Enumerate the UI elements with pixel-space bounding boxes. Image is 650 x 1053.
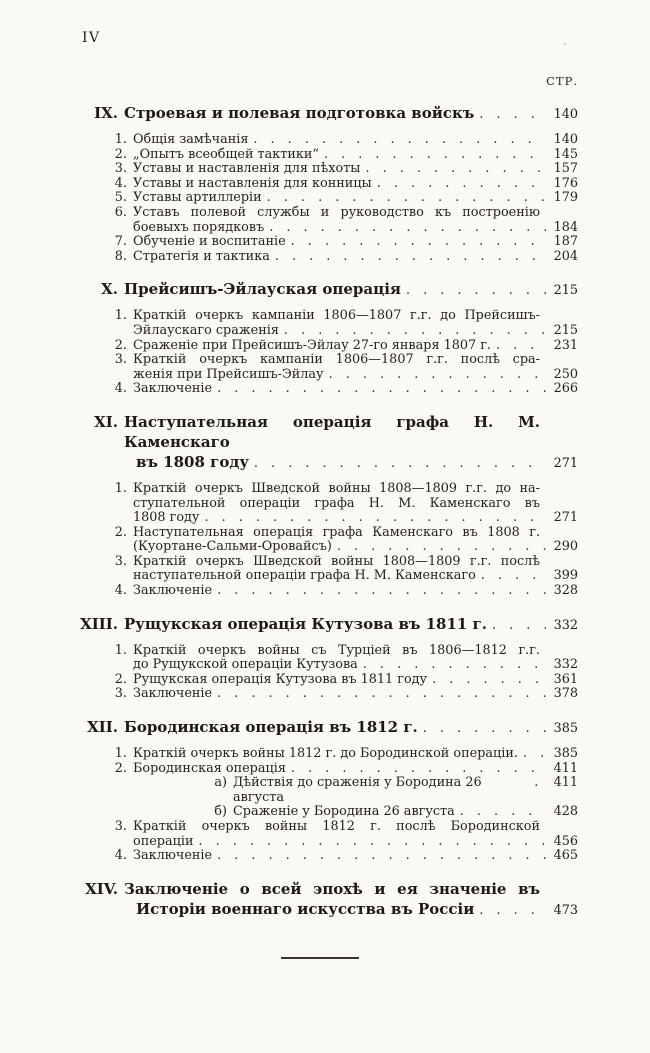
page-number: 266 (553, 381, 578, 397)
toc-item (97, 762, 578, 777)
dot-leader (291, 762, 546, 777)
toc-item (97, 849, 578, 864)
entry-text: Сраженіе у Бородина 26 августа (233, 804, 455, 820)
page-number: 428 (553, 804, 578, 820)
toc-item (97, 177, 578, 192)
dot-leader (523, 747, 546, 762)
entry-text: въ 1808 году (136, 452, 249, 471)
section-items (62, 644, 578, 702)
dot-leader (253, 133, 546, 148)
entry-last-line (133, 849, 578, 864)
entry-body (133, 133, 578, 148)
section-number: X. (101, 280, 118, 299)
page-number: 332 (553, 617, 578, 633)
toc-item (97, 235, 578, 250)
entry-line: Наступательная операція графа Каменскаго въ 1808 г. (133, 524, 540, 540)
entry-last-line (133, 569, 578, 584)
entry-text: Заключеніе (133, 583, 213, 599)
toc-item (97, 148, 578, 163)
entry-body (133, 644, 578, 673)
dot-leader (432, 673, 546, 688)
entry-number: 5. (114, 190, 127, 206)
section-number: ХII. (87, 718, 118, 737)
page-number: 140 (553, 107, 578, 122)
entry-body (133, 250, 578, 265)
toc-section (62, 279, 578, 397)
entry-last-line (136, 452, 578, 474)
page-number: 411 (553, 760, 578, 776)
entry-line: Краткій очеркъ Шведской войны 1808—1809 г.г. до на- (133, 480, 540, 496)
dot-leader (217, 849, 546, 864)
entry-body (133, 309, 578, 338)
entry-body (133, 673, 578, 688)
entry-number: 2. (114, 671, 127, 687)
entry-line: Краткій очеркъ Шведской войны 1808—1809 г.г. послѣ (133, 553, 540, 569)
toc-item (97, 584, 578, 599)
entry-body (124, 717, 578, 739)
entry-number: 2. (114, 524, 127, 540)
page-number: 184 (553, 219, 578, 235)
entry-last-line (124, 279, 578, 301)
entry-last-line (133, 540, 578, 555)
entry-text: Эйлаускаго сраженія (133, 322, 279, 338)
toc-section (62, 614, 578, 702)
section-items (62, 133, 578, 264)
entry-last-line (133, 148, 578, 163)
toc-item (97, 133, 578, 148)
page-number: 187 (553, 234, 578, 250)
entry-last-line (133, 658, 578, 673)
dot-leader (254, 454, 546, 474)
page-number: 215 (553, 283, 578, 299)
entry-number: 2. (114, 146, 127, 162)
dot-leader (496, 339, 546, 354)
entry-body (133, 555, 578, 584)
dot-leader (406, 281, 546, 301)
dot-leader (291, 235, 546, 250)
section-number: XIII. (80, 614, 118, 633)
entry-number: 3. (114, 686, 127, 702)
toc-section (62, 412, 578, 599)
toc-item (97, 353, 578, 382)
entry-last-line (133, 324, 578, 339)
page-number: 473 (553, 902, 578, 918)
page-number: 332 (553, 657, 578, 673)
page-number: 378 (553, 686, 578, 702)
entry-text: Стратегія и тактика (133, 248, 270, 264)
dot-leader (204, 511, 546, 526)
entry-number: 4. (114, 848, 127, 864)
toc-item (97, 747, 578, 762)
entry-last-line (133, 747, 578, 762)
entry-text: Строевая и полевая подготовка войскъ (124, 104, 475, 122)
entry-text: Заключеніе (133, 848, 213, 864)
entry-text: Сраженіе при Прейсишъ-Эйлау 27-го января 1807 г. (133, 337, 491, 353)
section-number: IX. (94, 104, 118, 122)
entry-number: 1. (114, 132, 127, 147)
entry-text: Обученіе и воспитаніе (133, 234, 286, 250)
entry-text: женія при Прейсишъ-Эйлау (133, 366, 324, 382)
entry-number: 8. (114, 248, 127, 264)
page-number: 385 (553, 721, 578, 737)
entry-text: Рущукская операція Кутузова въ 1811 г. (124, 614, 487, 633)
toc-item (97, 206, 578, 235)
entry-last-line (133, 177, 578, 192)
toc-section (62, 879, 578, 921)
entry-body (133, 148, 578, 163)
entry-last-line (133, 673, 578, 688)
entry-text: Прейсишъ-Эйлауская операція (124, 280, 401, 299)
page-column-header: СТР. (546, 74, 578, 88)
entry-last-line (233, 776, 578, 805)
dot-leader (275, 250, 546, 265)
entry-last-line (133, 191, 578, 206)
toc-item (97, 555, 578, 584)
entry-line: Краткій очеркъ кампаніи 1806—1807 г.г. послѣ сра- (133, 352, 540, 368)
dot-leader (324, 148, 546, 163)
dot-leader (534, 776, 546, 791)
entry-last-line (133, 221, 578, 236)
entry-text: (Куортане-Сальми-Оровайсъ) (133, 539, 332, 555)
toc-item (97, 526, 578, 555)
entry-text: Краткій очеркъ войны 1812 г. до Бородинской операціи. (133, 746, 518, 762)
page-number: 176 (553, 175, 578, 191)
page-number: 456 (553, 833, 578, 849)
entry-number: 3. (114, 819, 127, 834)
entry-body (124, 614, 578, 636)
end-rule (281, 957, 359, 959)
page-number: 215 (553, 322, 578, 338)
entry-text: Исторіи военнаго искусства въ Россіи (136, 899, 475, 918)
toc-item (97, 673, 578, 688)
section-number: XIV. (85, 879, 118, 898)
toc-item (97, 250, 578, 265)
entry-line: Краткій очеркъ войны 1812 г. послѣ Бородинской (133, 819, 540, 834)
entry-body (124, 103, 578, 125)
page-number: 361 (553, 671, 578, 687)
entry-last-line (133, 162, 578, 177)
entry-text: боевыхъ порядковъ (133, 219, 265, 235)
entry-last-line (133, 584, 578, 599)
entry-number: 3. (114, 352, 127, 368)
entry-body (124, 879, 578, 921)
entry-last-line (133, 368, 578, 383)
section-number: XI. (94, 412, 118, 431)
section-items (62, 309, 578, 397)
entry-body (133, 762, 578, 777)
entry-last-line (124, 717, 578, 739)
entry-number: 1. (114, 308, 127, 324)
entry-text: Уставы артиллеріи (133, 190, 262, 206)
entry-body (133, 191, 578, 206)
entry-number: 1. (114, 746, 127, 762)
toc-item (97, 309, 578, 338)
toc-section (62, 717, 578, 864)
entry-number: 1. (114, 480, 127, 496)
entry-number: 1. (114, 642, 127, 658)
dot-leader (492, 616, 546, 636)
entry-text: до Рущукской операціи Кутузова (133, 657, 358, 673)
toc-item (97, 644, 578, 673)
page-number: 465 (553, 848, 578, 864)
entry-last-line (133, 835, 578, 850)
toc-item (97, 339, 578, 354)
entry-number: а) (214, 775, 227, 791)
entry-last-line (233, 805, 578, 820)
section-heading (62, 412, 578, 474)
section-items (62, 482, 578, 599)
page-number: 204 (553, 248, 578, 264)
entry-body (133, 353, 578, 382)
entry-line: Заключеніе о всей эпохѣ и ея значеніе въ (124, 879, 540, 898)
toc-item (197, 805, 578, 820)
page-number: 385 (553, 746, 578, 762)
entry-line: Уставъ полевой службы и руководство къ построенію (133, 204, 540, 220)
toc-item (97, 382, 578, 397)
entry-body (133, 177, 578, 192)
dot-leader (365, 162, 546, 177)
entry-number: 2. (114, 760, 127, 776)
page-number: 271 (553, 510, 578, 526)
dot-leader (479, 901, 546, 921)
page-number: 399 (553, 568, 578, 584)
entry-last-line (133, 687, 578, 702)
entry-last-line (133, 339, 578, 354)
entry-last-line (124, 103, 578, 125)
entry-text: Дѣйствія до сраженія у Бородина 26 августа (233, 775, 482, 805)
section-heading (62, 103, 578, 125)
toc-item (97, 191, 578, 206)
dot-leader (377, 177, 546, 192)
entry-body (133, 235, 578, 250)
toc (62, 103, 578, 921)
entry-text: операціи (133, 833, 194, 849)
entry-last-line (133, 382, 578, 397)
folio-number: IV (82, 30, 101, 46)
page-number: 271 (553, 455, 578, 471)
entry-number: 2. (114, 337, 127, 353)
entry-number: б) (214, 804, 227, 820)
entry-body (133, 339, 578, 354)
entry-line: Краткій очеркъ кампаніи 1806—1807 г.г. до Прейсишъ- (133, 308, 540, 324)
entry-text: наступательной операціи графа Н. М. Каменскаго (133, 568, 476, 584)
entry-line: Краткій очеркъ войны съ Турціей въ 1806—1812 г.г. (133, 642, 540, 658)
entry-last-line (133, 133, 578, 148)
entry-body (124, 412, 578, 474)
entry-number: 4. (114, 175, 127, 191)
entry-number: 6. (114, 204, 127, 220)
entry-last-line (136, 899, 578, 921)
dot-leader (337, 540, 546, 555)
toc-section (62, 103, 578, 264)
dot-leader (481, 569, 546, 584)
page-number: 411 (553, 775, 578, 791)
table-of-contents (62, 74, 578, 959)
entry-number: 3. (114, 553, 127, 569)
page-number: 328 (553, 583, 578, 599)
entry-last-line (133, 250, 578, 265)
entry-text: „Опытъ всеобщей тактики“ (133, 146, 319, 162)
entry-body (133, 820, 578, 849)
entry-body (233, 805, 578, 820)
dot-leader (284, 324, 546, 339)
entry-number: 4. (114, 381, 127, 397)
entry-number: 4. (114, 583, 127, 599)
section-heading (62, 279, 578, 301)
entry-text: Бородинская операція (133, 760, 286, 776)
entry-last-line (124, 614, 578, 636)
toc-item (197, 776, 578, 805)
entry-number: 7. (114, 234, 127, 250)
toc-item (97, 162, 578, 177)
dot-leader (460, 805, 546, 820)
toc-item (97, 687, 578, 702)
entry-text: Бородинская операція въ 1812 г. (124, 718, 418, 737)
entry-line: Наступательная операція графа Н. М. Каменскаго (124, 412, 540, 451)
dot-leader (329, 368, 546, 383)
dot-leader (269, 221, 546, 236)
entry-text: Уставы и наставленія для пѣхоты (133, 161, 361, 177)
dot-leader (217, 687, 546, 702)
section-heading (62, 717, 578, 739)
entry-line: ступательной операціи графа Н. М. Каменскаго въ (133, 495, 540, 511)
entry-body (133, 747, 578, 762)
entry-text: 1808 году (133, 510, 200, 526)
entry-body (133, 584, 578, 599)
entry-text: Заключеніе (133, 686, 213, 702)
toc-item (97, 820, 578, 849)
entry-body (233, 776, 578, 805)
dot-leader (363, 658, 546, 673)
entry-body (133, 526, 578, 555)
entry-last-line (133, 762, 578, 777)
scan-speck: ` (563, 44, 568, 55)
entry-body (133, 482, 578, 526)
page-number: 250 (553, 366, 578, 382)
dot-leader (217, 382, 546, 397)
entry-text: Уставы и наставленія для конницы (133, 175, 372, 191)
entry-text: Заключеніе (133, 381, 213, 397)
section-items (62, 747, 578, 864)
entry-last-line (133, 235, 578, 250)
toc-item (97, 482, 578, 526)
section-heading (62, 879, 578, 921)
dot-leader (198, 835, 546, 850)
entry-text: Общія замѣчанія (133, 132, 249, 147)
page-number: 231 (553, 337, 578, 353)
page-number: 179 (553, 190, 578, 206)
entry-last-line (133, 511, 578, 526)
entry-body (133, 162, 578, 177)
page-number: 145 (553, 146, 578, 162)
entry-number: 3. (114, 161, 127, 177)
entry-text: Рущукская операція Кутузова въ 1811 году (133, 671, 428, 687)
entry-body (133, 206, 578, 235)
entry-body (133, 382, 578, 397)
page-number: 140 (553, 132, 578, 147)
dot-leader (267, 191, 546, 206)
page-number: 290 (553, 539, 578, 555)
dot-leader (423, 719, 546, 739)
page-number: 157 (553, 161, 578, 177)
entry-body (133, 849, 578, 864)
dot-leader (217, 584, 546, 599)
section-heading (62, 614, 578, 636)
entry-body (133, 687, 578, 702)
entry-body (124, 279, 578, 301)
dot-leader (479, 105, 546, 125)
